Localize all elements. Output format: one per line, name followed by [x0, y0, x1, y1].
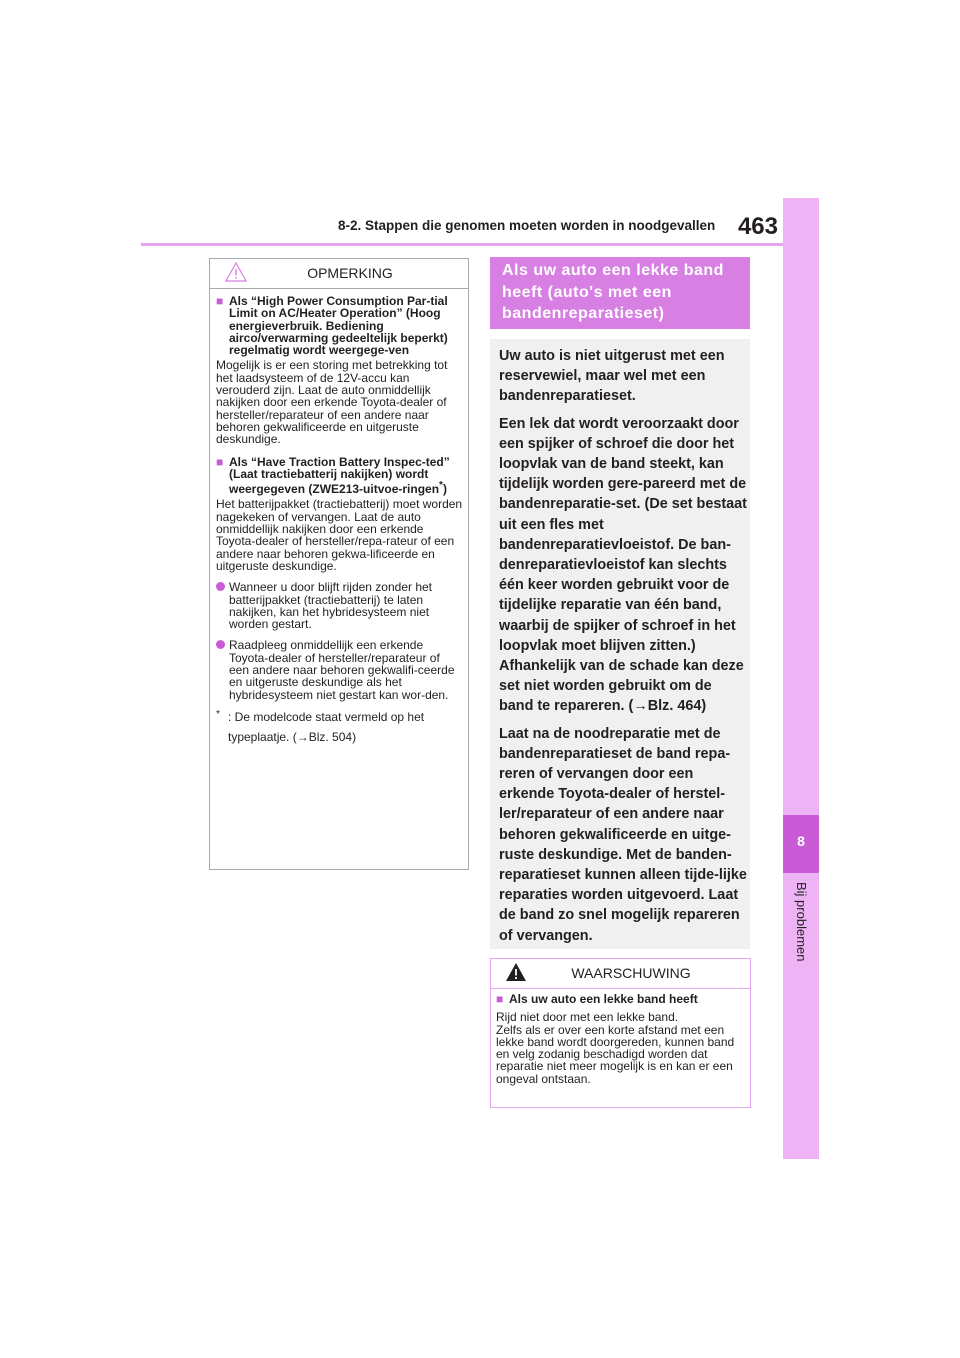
warning-title: WAARSCHUWING: [571, 965, 691, 981]
section-paragraph: Uw auto is niet uitgerust met een reservewiel, maar wel met een bandenreparatieset.: [499, 348, 725, 405]
note-item-heading: [216, 295, 463, 356]
note-bullet-text: Raadpleeg onmiddellijk een erkende Toyota-dealer of hersteller/reparateur of een andere naar behoren gekwalifi-ceerde en uitgeruste deskundige als het hybridesysteem niet gestart kan wor-den.: [229, 638, 455, 702]
note-item2-heading-end: ): [442, 482, 447, 497]
square-bullet-icon: ■: [216, 454, 224, 469]
footnote: [216, 707, 463, 747]
footnote-text: : De modelcode staat vermeld op het typeplaatje. (→Blz. 504): [228, 709, 425, 744]
note-bullet: [216, 639, 463, 700]
chapter-title: Bij problemen: [794, 882, 809, 962]
square-bullet-icon: ■: [496, 992, 504, 1006]
note-bullet: [216, 581, 463, 630]
warning-box: [490, 958, 751, 1108]
note-item1-heading-text: Als “High Power Consumption Par-tial Limit on AC/Heater Operation” (Hoog energieverbruik. Bediening airco/verwarming gedeeltelijk beperkt) regelmatig wordt weergege-ven: [229, 294, 448, 358]
note-item2-heading-text: Als “Have Traction Battery Inspec-ted” (Laat tractiebatterij nakijken) wordt weergegeven (ZWE213-uitvoe-ringen: [229, 454, 450, 497]
note-header: [210, 259, 468, 289]
note-item-heading: [216, 456, 463, 496]
warning-header: [491, 959, 750, 989]
note-box: [209, 258, 469, 870]
chapter-side-tab: [783, 198, 819, 1159]
section-title: Als uw auto een lekke band heeft (auto's met een bandenreparatieset): [502, 262, 724, 322]
section-body: [490, 339, 750, 949]
note-bullet-text: Wanneer u door blijft rijden zonder het batterijpakket (tractiebatterij) te laten nakijken, kan het hybridesysteem niet worden gestart.: [229, 580, 433, 632]
note-paragraph: Het batterijpakket (tractiebatterij) moet worden nagekeken of vervangen. Laat de auto onmiddellijk nakijken door een erkende Toyota-dealer of hersteller/repa-rateur of een andere naar behoren gekwa-lificeerde en uitgeruste deskundige.: [216, 497, 463, 573]
header-rule: [141, 243, 790, 246]
header-title: 8-2. Stappen die genomen moeten worden in noodgevallen: [338, 218, 716, 233]
section-header: [490, 257, 750, 329]
warning-filled-icon: [504, 961, 528, 983]
warning-heading-text: Als uw auto een lekke band heeft: [509, 992, 698, 1006]
section-paragraph: Laat na de noodreparatie met de bandenreparatieset de band repa-reren of vervangen door een erkende Toyota-dealer of herstel-ler/reparateur of een andere naar behoren gekwalificeerde en uitge-ruste deskundige. Met de banden-reparatieset kunnen alleen tijde-lijke reparaties worden uitgevoerd. Laat de band zo snel mogelijk repareren of vervangen.: [499, 725, 747, 944]
section-paragraph: Een lek dat wordt veroorzaakt door een spijker of schroef die door het loopvlak van de band steekt, kan tijdelijk worden gere-pareerd met de bandenreparatie-set. (De set bestaat uit een fles met bandenreparatievloeistof. De ban-denreparatievloeistof kan slechts één keer worden gebruikt voor de tijdelijke reparatie van één band, waarbij de spijker of schroef in het loopvlak moet blijven zitten.) Afhankelijk van de schade kan deze set niet worden gebruikt om de band te repareren. (→Blz. 464): [499, 415, 747, 715]
page-number: 463: [737, 213, 778, 240]
footnote-reference: *: [439, 480, 443, 492]
note-body: [216, 295, 463, 747]
warning-paragraph: Zelfs als er over een korte afstand met een lekke band wordt doorgereden, kunnen band en velg zodanig beschadigd worden dat reparatie niet meer mogelijk is en kan er een ongeval ontstaan.: [496, 1022, 735, 1086]
warning-item-heading: [496, 993, 744, 1005]
warning-outline-icon: [224, 261, 248, 283]
note-paragraph: Mogelijk is er een storing met betrekking tot het laadsysteem of de 12V-accu kan verouderd zijn. Laat de auto onmiddellijk nakijken door een erkende Toyota-dealer of hersteller/reparateur of een andere naar behoren gekwalificeerde en uitgeruste deskundige.: [216, 358, 448, 447]
note-title: OPMERKING: [307, 265, 393, 281]
circle-bullet-icon: [216, 582, 225, 591]
circle-bullet-icon: [216, 640, 225, 649]
chapter-number: 8: [797, 833, 805, 849]
warning-paragraph: Rijd niet door met een lekke band.: [496, 1010, 679, 1025]
footnote-mark: *: [216, 708, 220, 720]
section-text: [499, 346, 749, 946]
warning-body: [496, 993, 744, 1085]
square-bullet-icon: ■: [216, 294, 224, 308]
